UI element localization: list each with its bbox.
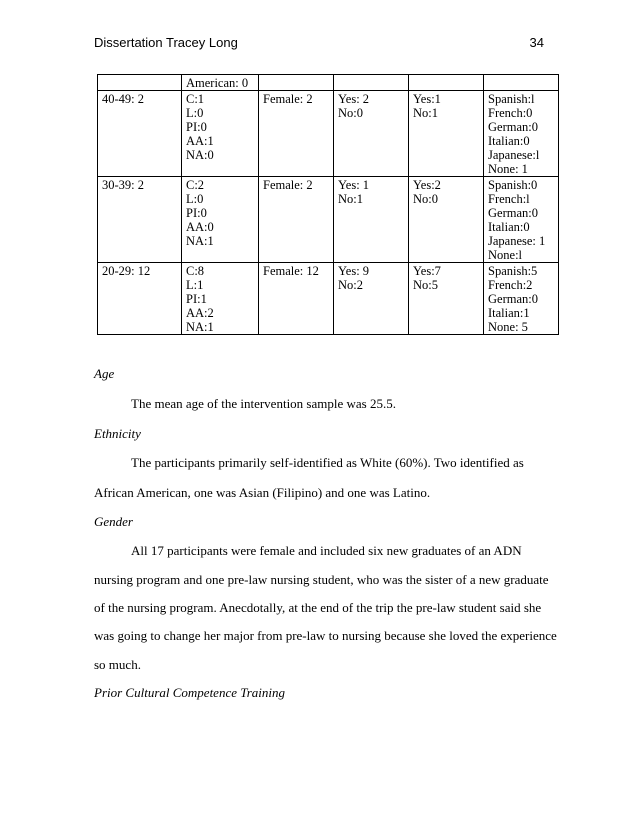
- table-cell: American: 0: [182, 75, 259, 91]
- ethnicity-heading: Ethnicity: [94, 426, 141, 441]
- table-cell: Yes:2 No:0: [409, 177, 484, 263]
- table-cell: Spanish:l French:0 German:0 Italian:0 Japanese:l None: 1: [484, 91, 559, 177]
- table-cell: [98, 75, 182, 91]
- gender-line: of the nursing program. Anecdotally, at the end of the trip the pre-law student said she: [94, 600, 542, 615]
- gender-line: was going to change her major from pre-law to nursing because she loved the experience: [94, 628, 557, 643]
- age-heading: Age: [94, 366, 115, 381]
- table-cell: Yes: 2 No:0: [334, 91, 409, 177]
- demographics-table: [97, 74, 559, 335]
- table-cell: C:2 L:0 PI:0 AA:0 NA:1: [182, 177, 259, 263]
- table-cell: C:8 L:1 PI:1 AA:2 NA:1: [182, 263, 259, 335]
- ethnicity-line: African American, one was Asian (Filipino) and one was Latino.: [94, 485, 431, 500]
- table-cell: [409, 75, 484, 91]
- table-cell: [334, 75, 409, 91]
- table-cell: Yes: 1 No:1: [334, 177, 409, 263]
- table-cell: 20-29: 12: [98, 263, 182, 335]
- age-paragraph: The mean age of the intervention sample was 25.5.: [131, 396, 396, 411]
- gender-line: All 17 participants were female and included six new graduates of an ADN: [131, 543, 522, 558]
- gender-line: so much.: [94, 657, 141, 672]
- table-cell: [484, 75, 559, 91]
- page-number: 34: [529, 35, 544, 50]
- table-cell: [259, 75, 334, 91]
- ethnicity-line: The participants primarily self-identified as White (60%). Two identified as: [131, 455, 524, 470]
- prior-training-heading: Prior Cultural Competence Training: [94, 685, 286, 700]
- table-cell: Spanish:5 French:2 German:0 Italian:1 None: 5: [484, 263, 559, 335]
- table-cell: Female: 2: [259, 177, 334, 263]
- table-cell: Yes: 9 No:2: [334, 263, 409, 335]
- table-row: [98, 75, 559, 91]
- page-header: [94, 35, 544, 50]
- table-row: [98, 91, 559, 177]
- table-cell: C:1 L:0 PI:0 AA:1 NA:0: [182, 91, 259, 177]
- table-cell: Female: 12: [259, 263, 334, 335]
- table-row: [98, 263, 559, 335]
- gender-heading: Gender: [94, 514, 133, 529]
- table-cell: 40-49: 2: [98, 91, 182, 177]
- table-cell: Spanish:0 French:l German:0 Italian:0 Japanese: 1 None:l: [484, 177, 559, 263]
- table-row: [98, 177, 559, 263]
- header-title: Dissertation Tracey Long: [94, 35, 238, 50]
- gender-line: nursing program and one pre-law nursing student, who was the sister of a new graduate: [94, 572, 549, 587]
- table-cell: 30-39: 2: [98, 177, 182, 263]
- table-cell: Yes:1 No:1: [409, 91, 484, 177]
- table-cell: Female: 2: [259, 91, 334, 177]
- table-cell: Yes:7 No:5: [409, 263, 484, 335]
